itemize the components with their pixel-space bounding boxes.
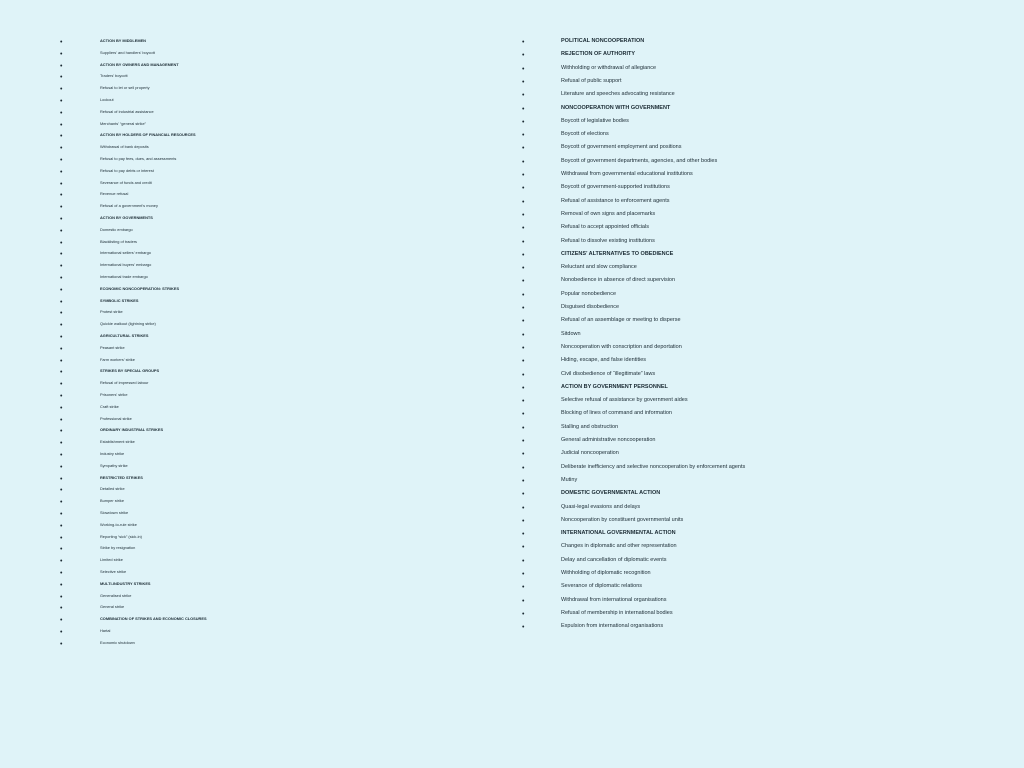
heading-text: ACTION BY GOVERNMENTS	[100, 215, 153, 220]
bullet-icon: •	[522, 291, 525, 299]
item-text: Traders’ boycott	[100, 73, 128, 79]
bullet-icon: •	[60, 121, 63, 129]
item-text: Refusal of assistance to enforcement agents	[561, 197, 670, 204]
bullet-icon: •	[522, 251, 525, 259]
bullet-icon: •	[60, 50, 63, 58]
bullet-icon: •	[60, 605, 63, 613]
bullet-icon: •	[60, 86, 63, 94]
heading-text: ORDINARY INDUSTRIAL STRIKES	[100, 427, 164, 433]
item-text: Quasi-legal evasions and delays	[561, 503, 641, 510]
item-text: Refusal of an assemblage or meeting to disperse	[561, 317, 681, 324]
item-text: Civil disobedience of “illegitimate” laws	[561, 370, 656, 377]
bullet-icon: •	[60, 62, 63, 70]
item-text: Slowdown strike	[100, 510, 129, 515]
bullet-icon: •	[522, 610, 525, 618]
heading-text: INTERNATIONAL GOVERNMENTAL ACTION	[561, 530, 676, 537]
item-text: Changes in diplomatic and other representation	[561, 543, 677, 550]
bullet-icon: •	[60, 593, 63, 601]
bullet-icon: •	[522, 398, 525, 406]
item-text: Judicial noncooperation	[561, 450, 619, 457]
item-text: Severance of funds and credit	[100, 179, 152, 185]
bullet-icon: •	[522, 544, 525, 552]
bullet-icon: •	[60, 428, 63, 436]
bullet-icon: •	[522, 477, 525, 485]
bullet-icon: •	[60, 499, 63, 507]
bullet-icon: •	[60, 475, 63, 483]
bullet-icon: •	[522, 597, 525, 605]
item-text: Generalised strike	[100, 592, 132, 598]
item-text: Boycott of legislative bodies	[561, 117, 629, 124]
bullet-icon: •	[522, 491, 525, 499]
heading-text: CITIZENS’ ALTERNATIVES TO OBEDIENCE	[561, 250, 674, 257]
item-text: Disguised disobedience	[561, 304, 620, 310]
bullet-icon: •	[60, 263, 63, 271]
item-text: Stalling and obstruction	[561, 423, 619, 430]
bullet-icon: •	[522, 211, 525, 219]
bullet-icon: •	[60, 322, 63, 330]
heading-text: ACTION BY GOVERNMENT PERSONNEL	[561, 383, 668, 390]
bullet-icon: •	[522, 571, 525, 578]
bullet-icon: •	[522, 278, 525, 286]
bullet-icon: •	[60, 298, 63, 306]
item-text: Boycott of government-supported institutions	[561, 184, 670, 191]
item-text: Lockout	[100, 97, 114, 102]
bullet-icon: •	[522, 118, 525, 126]
item-text: Refusal to dissolve existing institutions	[561, 237, 655, 244]
bullet-icon: •	[60, 452, 63, 459]
item-text: Withholding or withdrawal of allegiance	[561, 64, 657, 71]
item-text: Quickie walkout (lightning strike)	[100, 321, 156, 327]
item-text: Protest strike	[100, 309, 123, 315]
item-text: International buyers’ embargo	[100, 262, 152, 268]
bullet-icon: •	[60, 251, 63, 259]
item-text: Withdrawal from international organisations	[561, 596, 667, 603]
item-text: Economic shutdown	[100, 639, 135, 645]
bullet-icon: •	[522, 584, 525, 592]
item-text: Withdrawal from governmental educational institutions	[561, 171, 693, 177]
bullet-icon: •	[60, 416, 63, 424]
bullet-icon: •	[522, 517, 525, 525]
heading-text: AGRICULTURAL STRIKES	[100, 333, 149, 338]
bullet-icon: •	[60, 629, 63, 636]
bullet-icon: •	[522, 318, 525, 326]
heading-text: ACTION BY HOLDERS OF FINANCIAL RESOURCES	[100, 132, 196, 138]
bullet-icon: •	[522, 198, 525, 206]
bullet-icon: •	[60, 487, 63, 495]
bullet-icon: •	[60, 357, 63, 365]
bullet-icon: •	[522, 531, 525, 539]
item-text: Farm workers’ strike	[100, 356, 135, 362]
item-text: Refusal to let or sell property	[100, 85, 150, 91]
item-text: Severance of diplomatic relations	[561, 583, 643, 590]
bullet-icon: •	[522, 265, 525, 273]
bullet-icon: •	[60, 463, 63, 471]
bullet-icon: •	[60, 558, 63, 566]
bullet-icon: •	[60, 581, 63, 589]
item-text: Peasant strike	[100, 344, 125, 350]
item-text: Sitdown	[561, 330, 581, 337]
item-text: Sympathy strike	[100, 462, 128, 468]
bullet-icon: •	[60, 204, 63, 212]
heading-text: ACTION BY OWNERS AND MANAGEMENT	[100, 61, 179, 67]
bullet-icon: •	[522, 172, 525, 179]
item-text: Popular nonobedience	[561, 290, 617, 297]
item-text: General administrative noncooperation	[561, 437, 656, 443]
bullet-icon: •	[60, 393, 63, 400]
bullet-icon: •	[60, 617, 63, 625]
bullet-icon: •	[522, 78, 525, 86]
item-text: Refusal of industrial assistance	[100, 108, 154, 114]
bullet-icon: •	[60, 640, 63, 648]
bullet-icon: •	[60, 275, 63, 282]
bullet-icon: •	[60, 39, 63, 46]
bullet-icon: •	[60, 534, 63, 542]
item-text: Refusal to accept appointed officials	[561, 224, 649, 231]
bullet-icon: •	[522, 185, 525, 193]
bullet-icon: •	[60, 404, 63, 412]
item-text: Revenue refusal	[100, 191, 129, 197]
bullet-icon: •	[60, 570, 63, 577]
item-text: Refusal of public support	[561, 77, 622, 84]
item-text: International trade embargo	[100, 274, 148, 279]
bullet-icon: •	[60, 381, 63, 389]
item-text: Refusal to pay debts or interest	[100, 167, 154, 173]
bullet-icon: •	[522, 624, 525, 632]
heading-text: MULTI-INDUSTRY STRIKES	[100, 580, 151, 586]
item-text: Suppliers’ and handlers’ boycott	[100, 49, 155, 55]
bullet-icon: •	[522, 557, 525, 565]
item-text: Refusal of a government’s money	[100, 203, 158, 209]
item-text: Removal of own signs and placemarks	[561, 210, 656, 217]
item-text: Withholding of diplomatic recognition	[561, 570, 651, 576]
bullet-icon: •	[60, 546, 63, 554]
item-text: Blacklisting of traders	[100, 238, 137, 244]
bullet-icon: •	[522, 438, 525, 445]
bullet-icon: •	[60, 239, 63, 247]
heading-text: POLITICAL NONCOOPERATION	[561, 38, 645, 44]
item-text: Prisoners’ strike	[100, 392, 128, 397]
bullet-icon: •	[522, 158, 525, 166]
heading-text: REJECTION OF AUTHORITY	[561, 51, 636, 58]
heading-text: DOMESTIC GOVERNMENTAL ACTION	[561, 490, 661, 497]
bullet-icon: •	[60, 98, 63, 105]
item-text: Working-to-rule strike	[100, 521, 137, 527]
bullet-icon: •	[522, 65, 525, 73]
bullet-icon: •	[60, 310, 63, 318]
bullet-icon: •	[60, 192, 63, 200]
item-text: Hiding, escape, and false identities	[561, 357, 646, 364]
heading-text: COMBINATION OF STRIKES AND ECONOMIC CLOSURES	[100, 616, 207, 622]
bullet-icon: •	[522, 424, 525, 432]
item-text: Establishment strike	[100, 439, 135, 445]
bullet-icon: •	[60, 145, 63, 153]
bullet-icon: •	[60, 109, 63, 117]
bullet-icon: •	[60, 511, 63, 518]
item-text: Deliberate inefficiency and selective noncooperation by enforcement agents	[561, 463, 746, 470]
bullet-icon: •	[522, 384, 525, 392]
bullet-icon: •	[60, 286, 63, 294]
bullet-icon: •	[522, 371, 525, 379]
bullet-icon: •	[522, 39, 525, 46]
bullet-icon: •	[60, 227, 63, 235]
bullet-icon: •	[522, 331, 525, 339]
item-text: Boycott of government departments, agencies, and other bodies	[561, 157, 718, 164]
item-text: Strike by resignation	[100, 545, 136, 551]
bullet-icon: •	[522, 225, 525, 233]
bullet-icon: •	[522, 145, 525, 153]
bullet-icon: •	[60, 168, 63, 176]
bullet-icon: •	[522, 451, 525, 459]
bullet-icon: •	[522, 52, 525, 60]
heading-text: NONCOOPERATION WITH GOVERNMENT	[561, 104, 671, 111]
bullet-icon: •	[522, 344, 525, 352]
bullet-icon: •	[60, 440, 63, 448]
item-text: Noncooperation with conscription and deportation	[561, 343, 682, 350]
item-text: Selective refusal of assistance by government aides	[561, 397, 688, 404]
item-text: Bumper strike	[100, 498, 124, 504]
item-text: Hartal	[100, 628, 111, 633]
bullet-icon: •	[60, 180, 63, 188]
item-text: Domestic embargo	[100, 226, 133, 232]
item-text: Detailed strike	[100, 486, 125, 492]
item-text: Refusal of membership in international bodies	[561, 609, 673, 616]
item-text: Nonobedience in absence of direct supervision	[561, 277, 676, 284]
item-text: Professional strike	[100, 415, 132, 421]
item-text: Craft strike	[100, 403, 119, 409]
bullet-icon: •	[522, 504, 525, 512]
item-text: Reluctant and slow compliance	[561, 264, 637, 271]
bullet-icon: •	[60, 216, 63, 223]
bullet-icon: •	[522, 132, 525, 140]
item-text: Withdrawal of bank deposits	[100, 144, 149, 150]
bullet-icon: •	[522, 105, 525, 113]
item-text: Boycott of elections	[561, 131, 609, 138]
item-text: Refusal of impressed labour	[100, 380, 149, 386]
bullet-icon: •	[60, 369, 63, 377]
heading-text: STRIKES BY SPECIAL GROUPS	[100, 368, 160, 374]
item-text: Boycott of government employment and positions	[561, 144, 682, 151]
item-text: Literature and speeches advocating resistance	[561, 91, 675, 98]
item-text: Industry strike	[100, 451, 125, 456]
bullet-icon: •	[60, 157, 63, 164]
item-text: Refusal to pay fees, dues, and assessments	[100, 156, 177, 161]
bullet-icon: •	[522, 305, 525, 312]
bullet-icon: •	[522, 238, 525, 246]
bullet-icon: •	[60, 522, 63, 530]
item-text: Merchants’ “general strike”	[100, 120, 146, 126]
item-text: Expulsion from international organisations	[561, 623, 664, 630]
bullet-icon: •	[522, 464, 525, 472]
item-text: Reporting “sick” (sick-in)	[100, 533, 142, 539]
item-text: Blocking of lines of command and information	[561, 410, 672, 417]
heading-text: RESTRICTED STRIKES	[100, 474, 143, 480]
item-text: International sellers’ embargo	[100, 250, 151, 256]
item-text: Noncooperation by constituent governmental units	[561, 516, 684, 523]
bullet-icon: •	[522, 358, 525, 366]
item-text: Limited strike	[100, 557, 123, 563]
item-text: Mutiny	[561, 476, 578, 483]
bullet-icon: •	[522, 92, 525, 100]
heading-text: ACTION BY MIDDLEMEN	[100, 38, 146, 43]
bullet-icon: •	[60, 133, 63, 141]
bullet-icon: •	[60, 334, 63, 341]
item-text: Delay and cancellation of diplomatic events	[561, 556, 667, 563]
heading-text: ECONOMIC NONCOOPERATION: STRIKES	[100, 285, 180, 291]
bullet-icon: •	[60, 74, 63, 82]
bullet-icon: •	[522, 411, 525, 419]
item-text: General strike	[100, 604, 125, 610]
bullet-icon: •	[60, 345, 63, 353]
heading-text: SYMBOLIC STRIKES	[100, 297, 139, 303]
item-text: Selective strike	[100, 569, 127, 574]
